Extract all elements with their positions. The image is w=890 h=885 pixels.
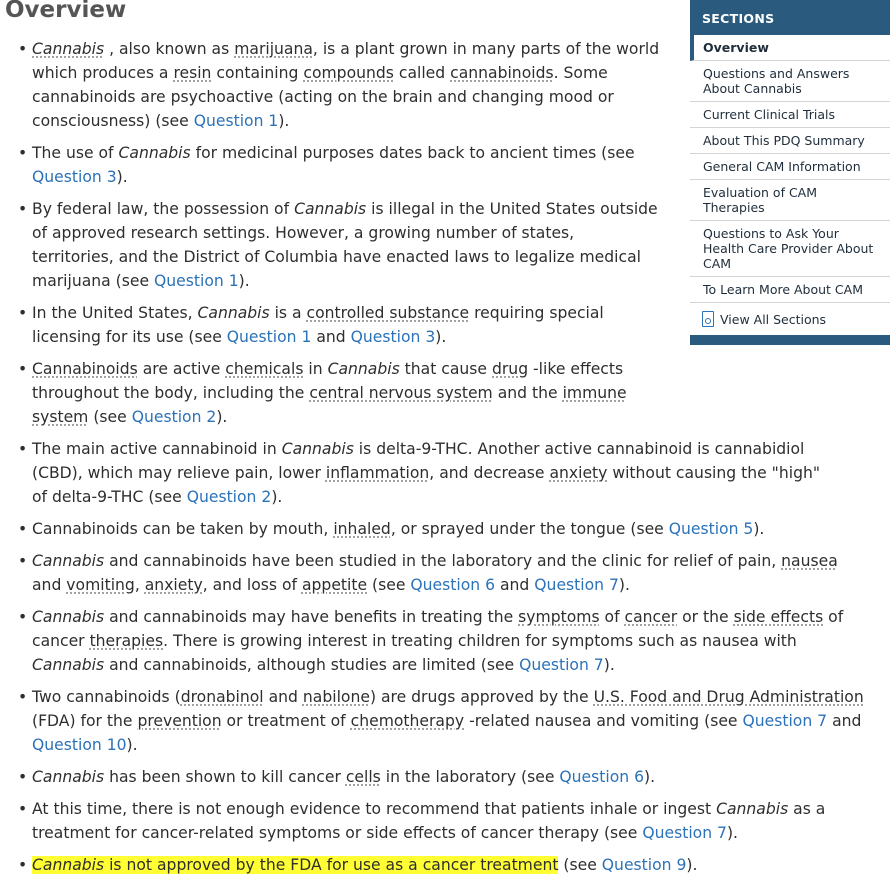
bullet-text: ). [686, 856, 698, 874]
bullet-text: and [263, 688, 303, 706]
bullet-text: ). [618, 576, 630, 594]
bullet-text: ). [603, 656, 615, 674]
highlighted-text: Cannabis [32, 856, 105, 874]
sections-footer-bar [690, 335, 890, 345]
glossary-term[interactable]: resin [173, 64, 212, 82]
glossary-term[interactable]: anxiety [144, 576, 203, 594]
bullet-text: and cannabinoids, although studies are limited (see [104, 656, 520, 674]
bullet-text: (see [88, 408, 132, 426]
question-link[interactable]: Question 1 [226, 328, 312, 346]
bullet-text: (see [558, 856, 602, 874]
bullet-text: and [311, 328, 351, 346]
question-link[interactable]: Question 2 [131, 408, 217, 426]
glossary-term[interactable]: anxiety [549, 464, 608, 482]
question-link[interactable]: Question 9 [601, 856, 687, 874]
glossary-term[interactable]: dronabinol [180, 688, 264, 706]
bullet-text: Cannabis [716, 800, 789, 818]
bullet-text: is delta-9-THC. Another active cannabinoid is cannabidiol (CBD), which may relieve pain, lower [32, 440, 805, 482]
bullet-text: Cannabis [32, 552, 105, 570]
overview-bullet [18, 765, 872, 789]
bullet-text: ). [116, 168, 128, 186]
bullet-text: as a treatment for cancer-related symptoms or side effects of cancer therapy (see [32, 800, 826, 842]
glossary-term[interactable]: prevention [137, 712, 222, 730]
bullet-text: Cannabis [32, 608, 105, 626]
glossary-term[interactable]: cancer [624, 608, 678, 626]
bullet-text: , is a plant grown in many parts of the world which produces a [32, 40, 660, 82]
bullet-text: -related nausea and vomiting (see [464, 712, 743, 730]
glossary-term[interactable]: U.S. Food and Drug Administration [593, 688, 864, 706]
glossary-term[interactable]: nausea [781, 552, 838, 570]
bullet-text: and [495, 576, 535, 594]
bullet-text: The use of [32, 144, 119, 162]
bullet-text: (FDA) for the [32, 712, 138, 730]
bullet-text: ). [271, 488, 283, 506]
bullet-text: Cannabis [294, 200, 367, 218]
glossary-term[interactable]: inflammation [325, 464, 430, 482]
question-link[interactable]: Question 5 [668, 520, 754, 538]
question-link[interactable]: Question 6 [559, 768, 644, 786]
glossary-term[interactable]: immune system [32, 384, 627, 426]
overview-bullet [18, 853, 872, 877]
bullet-text: is illegal in the United States outside of approved research settings. However, a growing number of states, territories, and the District of Columbia have enacted laws to legalize medical marijuana (see [32, 200, 658, 290]
bullet-text: The main active cannabinoid in [32, 440, 282, 458]
question-link[interactable]: Question 7 [534, 576, 619, 594]
question-link[interactable]: Question 10 [32, 736, 127, 754]
glossary-term[interactable]: compounds [303, 64, 394, 82]
glossary-term[interactable]: symptoms [518, 608, 600, 626]
glossary-term[interactable]: chemicals [225, 360, 304, 378]
bullet-text: Two cannabinoids ( [32, 688, 181, 706]
bullet-text: . There is growing interest in treating children for symptoms such as nausea with [163, 632, 797, 650]
glossary-term[interactable]: inhaled [333, 520, 391, 538]
bullet-text: called [393, 64, 451, 82]
question-link[interactable]: Question 7 [519, 656, 604, 674]
bullet-text: (see [367, 576, 411, 594]
bullet-text: or the [677, 608, 734, 626]
bullet-text: Cannabis [197, 304, 270, 322]
bullet-text: Cannabis [281, 440, 354, 458]
bullet-text: for medicinal purposes dates back to ancient times (see [190, 144, 635, 162]
bullet-text: and cannabinoids have been studied in the laboratory and the clinic for relief of pain, [104, 552, 782, 570]
bullet-text: ). [126, 736, 138, 754]
bullet-text: In the United States, [32, 304, 198, 322]
glossary-term[interactable]: Cannabis [32, 40, 105, 58]
question-link[interactable]: Question 6 [410, 576, 496, 594]
bullet-text: in the laboratory (see [380, 768, 560, 786]
bullet-text: that cause [399, 360, 492, 378]
bullet-text: ) are drugs approved by the [369, 688, 594, 706]
glossary-term[interactable]: side effects [733, 608, 824, 626]
glossary-term[interactable]: Cannabinoids [32, 360, 138, 378]
question-link[interactable]: Question 3 [350, 328, 436, 346]
bullet-text: Cannabis [32, 656, 105, 674]
bullet-text: of [599, 608, 625, 626]
bullet-text: Cannabis [32, 768, 105, 786]
highlighted-text: is not approved by the FDA for use as a cancer treatment [104, 856, 559, 874]
bullet-text: containing [211, 64, 304, 82]
bullet-text: By federal law, the possession of [32, 200, 295, 218]
bullet-text: Cannabinoids can be taken by mouth, [32, 520, 334, 538]
bullet-text: is a [269, 304, 307, 322]
overview-bullet [18, 517, 832, 541]
bullet-text: Cannabis [327, 360, 400, 378]
document-search-icon [702, 311, 714, 327]
glossary-term[interactable]: controlled substance [306, 304, 470, 322]
bullet-text: ). [753, 520, 765, 538]
bullet-text: in [303, 360, 328, 378]
bullet-text: , [134, 576, 145, 594]
bullet-text: of cancer [32, 608, 844, 650]
bullet-text: requiring special licensing for its use (see [32, 304, 604, 346]
overview-bullet [18, 549, 872, 597]
bullet-text: or treatment of [221, 712, 351, 730]
overview-bullet [18, 37, 660, 133]
view-all-sections-label: View All Sections [720, 311, 827, 327]
bullet-text: ). [216, 408, 228, 426]
bullet-text: ). [644, 768, 656, 786]
bullet-text: ). [435, 328, 447, 346]
bullet-text: ). [278, 112, 290, 130]
bullet-text: -like effects throughout the body, including the [32, 360, 624, 402]
overview-bullet [18, 797, 872, 845]
section-link-general-cam-information[interactable]: General CAM Information [690, 154, 890, 180]
sections-nav [690, 0, 890, 345]
question-link[interactable]: Question 1 [193, 112, 279, 130]
glossary-term[interactable]: appetite [301, 576, 368, 594]
bullet-text: are active [137, 360, 226, 378]
question-link[interactable]: Question 2 [186, 488, 272, 506]
sections-list [690, 35, 890, 303]
bullet-text: , and loss of [202, 576, 302, 594]
section-link-about-this-pdq-summary[interactable]: About This PDQ Summary [690, 128, 890, 154]
glossary-term[interactable]: marijuana [234, 40, 313, 58]
glossary-term[interactable]: chemotherapy [350, 712, 465, 730]
bullet-text: Cannabis [118, 144, 191, 162]
section-link-current-clinical-trials[interactable]: Current Clinical Trials [690, 102, 890, 128]
bullet-text: and cannabinoids may have benefits in treating the [104, 608, 519, 626]
bullet-text: and [827, 712, 862, 730]
glossary-term[interactable]: drug [492, 360, 529, 378]
question-link[interactable]: Question 7 [642, 824, 727, 842]
bullet-text: and the [492, 384, 563, 402]
bullet-text: ). [726, 824, 738, 842]
bullet-text: At this time, there is not enough evidence to recommend that patients inhale or ingest [32, 800, 717, 818]
bullet-text: has been shown to kill cancer [104, 768, 346, 786]
page-title: Overview [5, 0, 127, 23]
overview-bullet [18, 685, 872, 757]
glossary-term[interactable]: cannabinoids [450, 64, 554, 82]
bullet-text: , or sprayed under the tongue (see [390, 520, 669, 538]
bullet-text: ). [238, 272, 250, 290]
view-all-sections-link[interactable] [690, 303, 890, 335]
bullet-text: , and decrease [429, 464, 550, 482]
section-link-overview[interactable]: Overview [690, 35, 890, 61]
overview-bullet [18, 357, 660, 429]
question-link[interactable]: Question 1 [154, 272, 239, 290]
glossary-term[interactable]: nabilone [302, 688, 370, 706]
glossary-term[interactable]: vomiting [66, 576, 135, 594]
glossary-term[interactable]: cells [345, 768, 381, 786]
bullet-text: and [32, 576, 67, 594]
sections-title: SECTIONS [690, 0, 890, 35]
section-link-evaluation-of-cam-therapies[interactable]: Evaluation of CAM Therapies [690, 180, 890, 221]
bullet-text: without causing the "high" of delta-9-THC (see [32, 464, 821, 506]
section-link-to-learn-more-about-cam[interactable]: To Learn More About CAM [690, 277, 890, 303]
overview-bullet [18, 301, 660, 349]
overview-bullet [18, 141, 660, 189]
overview-bullet [18, 197, 660, 293]
glossary-term[interactable]: central nervous system [309, 384, 493, 402]
section-link-questions-and-answers-about-cannabis[interactable]: Questions and Answers About Cannabis [690, 61, 890, 102]
bullet-text: . Some cannabinoids are psychoactive (acting on the brain and changing mood or consciousness) (see [32, 64, 614, 130]
overview-bullet [18, 605, 872, 677]
overview-bullet [18, 437, 832, 509]
question-link[interactable]: Question 3 [32, 168, 117, 186]
glossary-term[interactable]: therapies [89, 632, 164, 650]
bullet-text: , also known as [104, 40, 235, 58]
question-link[interactable]: Question 7 [742, 712, 828, 730]
section-link-questions-to-ask-your-health-care-provider-about-cam[interactable]: Questions to Ask Your Health Care Provider About CAM [690, 221, 890, 277]
